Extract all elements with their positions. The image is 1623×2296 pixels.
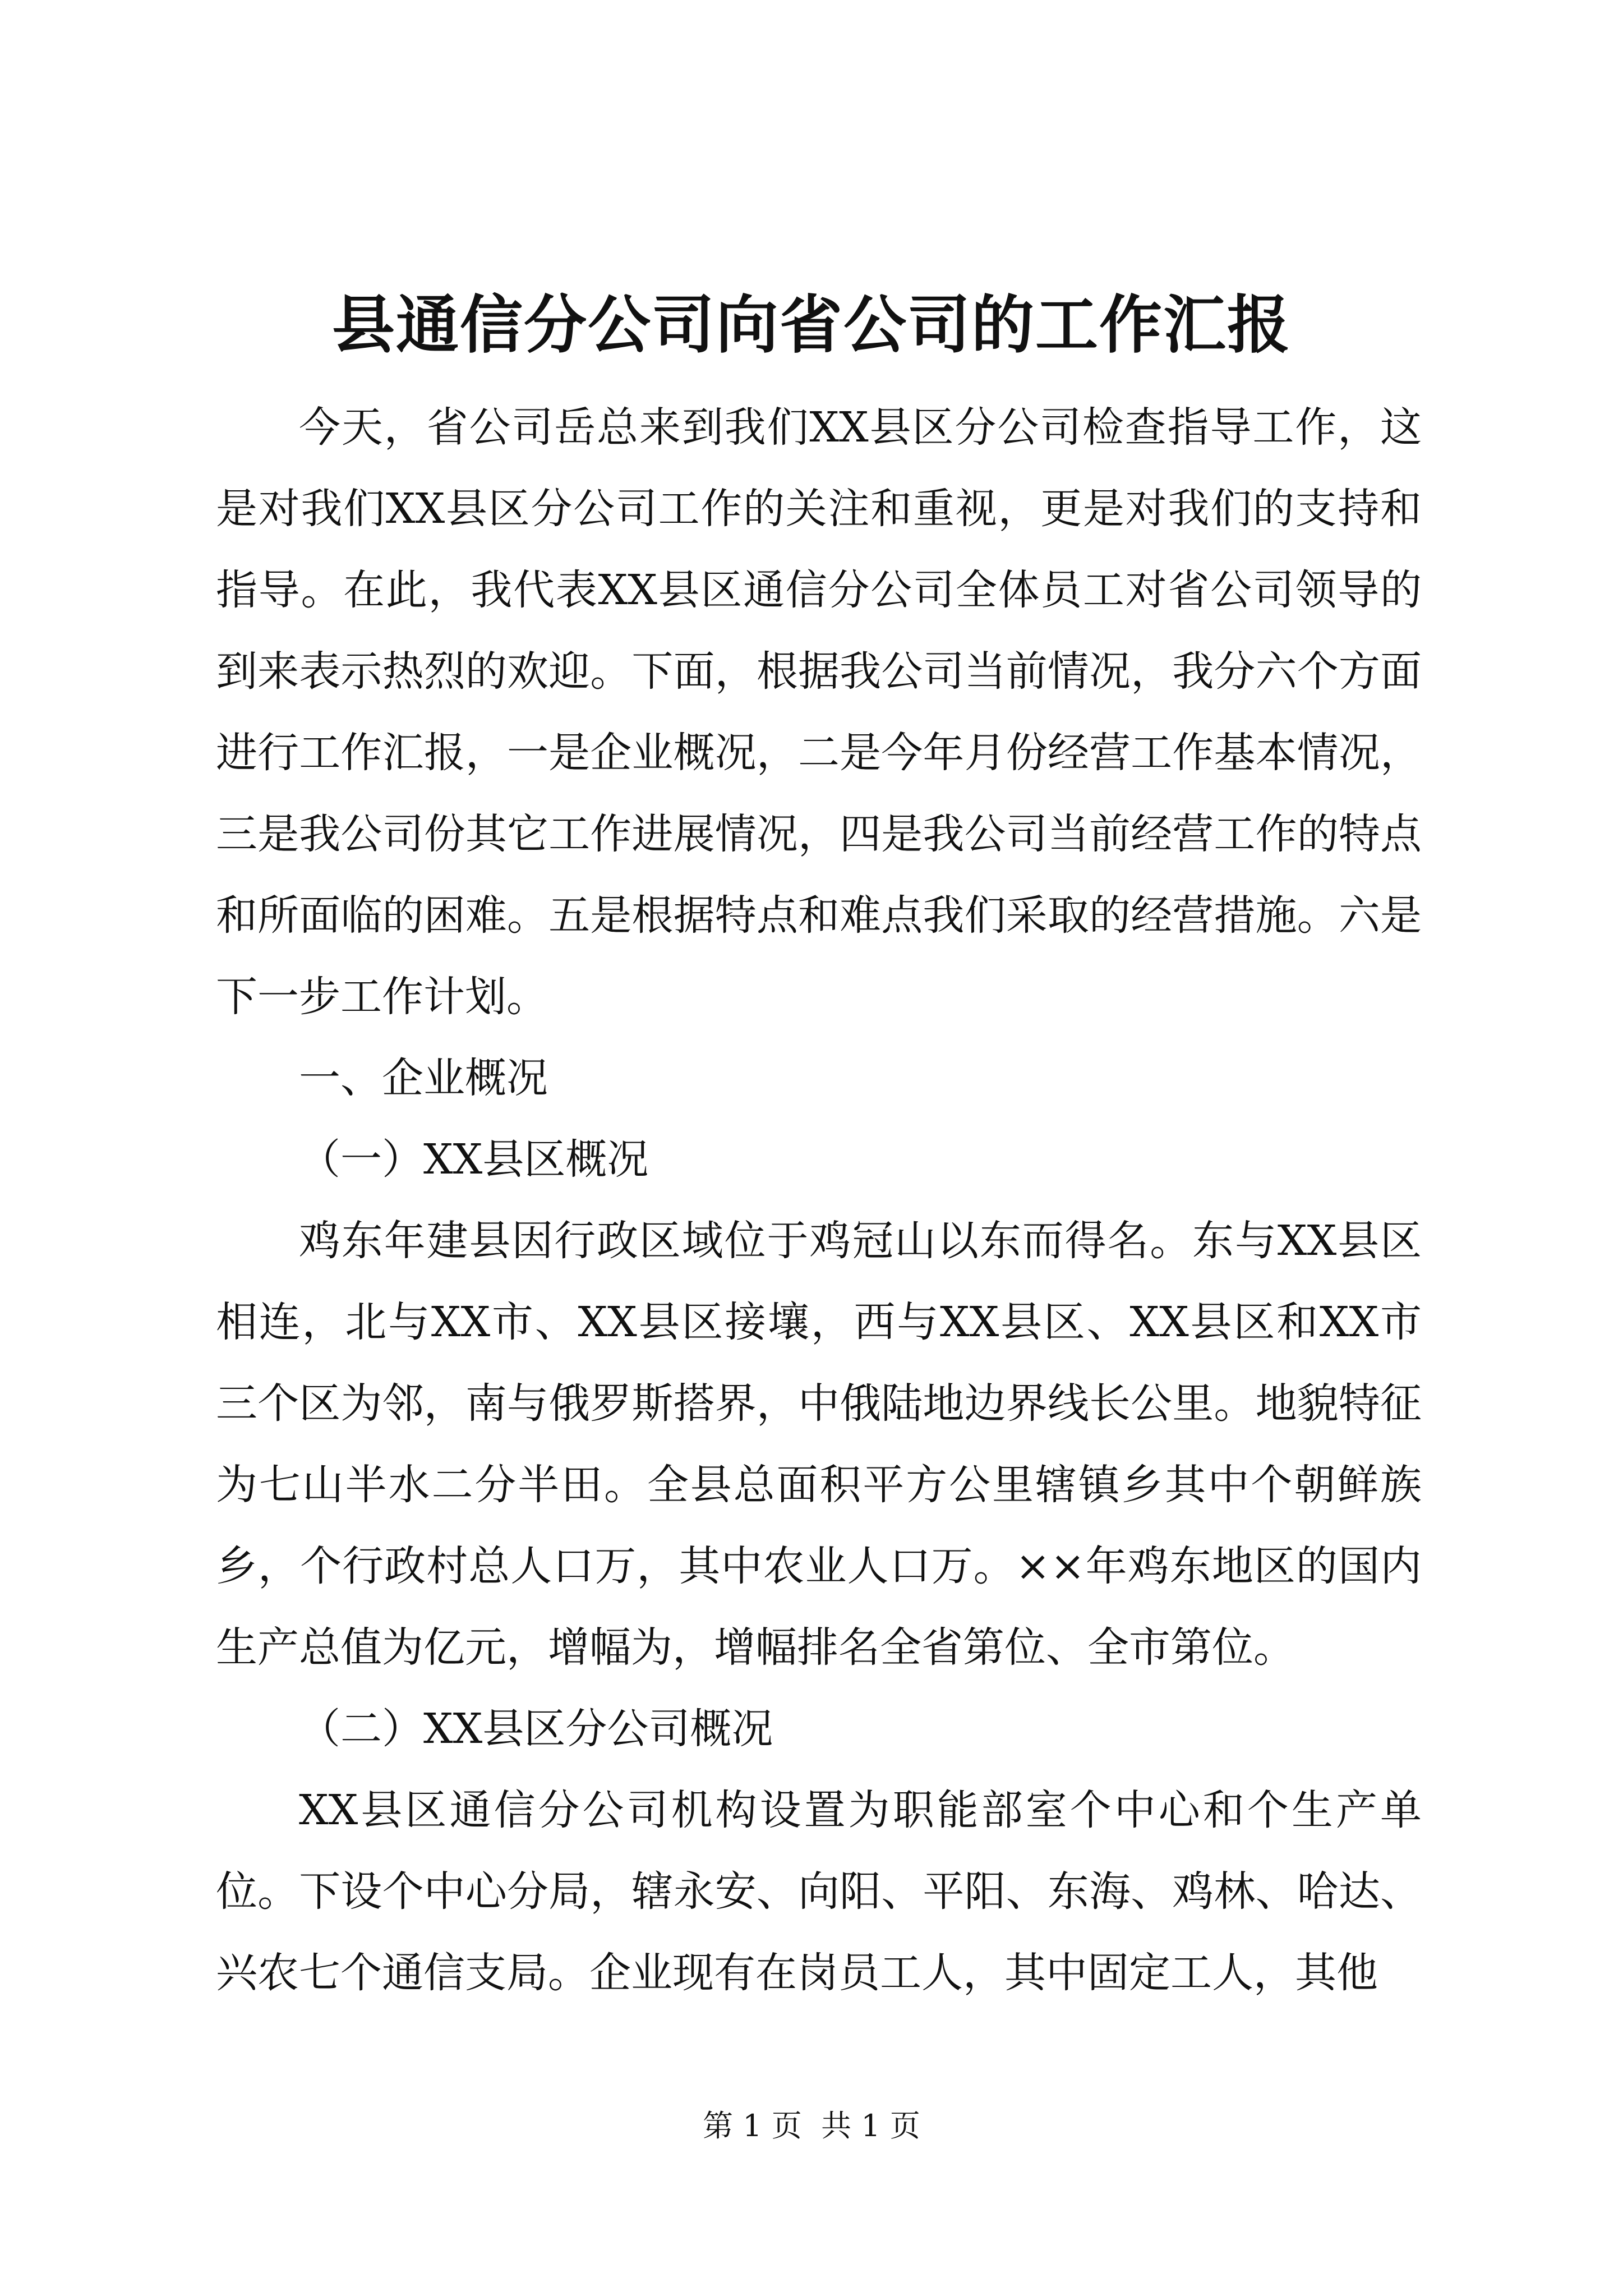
page-footer (0, 2106, 1623, 2146)
county-overview-paragraph: 鸡东年建县因行政区域位于鸡冠山以东而得名。东与XX县区相连，北与XX市、XX县区接壤，西与XX县区、XX县区和XX市三个区为邻，南与俄罗斯搭界，中俄陆地边界线长公里。地貌特征为七山半水二分半田。全县总面积平方公里辖镇乡其中个朝鲜族乡，个行政村总人口万，其中农业人口万。××年鸡东地区的国内生产总值为亿元，增幅为，增幅排名全省第位、全市第位。 (216, 1217, 1422, 1672)
subsection-heading-branch-overview: （二）XX县区分公司概况 (299, 1705, 773, 1753)
branch-overview-paragraph: XX县区通信分公司机构设置为职能部室个中心和个生产单位。下设个中心分局，辖永安、向阳、平阳、东海、鸡林、哈达、兴农七个通信支局。企业现有在岗员工人，其中固定工人，其他 (216, 1786, 1422, 1997)
page-number: 第 1 页 共 1 页 (703, 2108, 920, 2143)
section-heading-enterprise-overview: 一、企业概况 (299, 1054, 548, 1102)
subsection-heading-county-overview: （一）XX县区概况 (299, 1135, 649, 1184)
intro-paragraph: 今天，省公司岳总来到我们XX县区分公司检查指导工作，这是对我们XX县区分公司工作的关注和重视，更是对我们的支持和指导。在此，我代表XX县区通信分公司全体员工对省公司领导的到来表示热烈的欢迎。下面，根据我公司当前情况，我分六个方面进行工作汇报，一是企业概况，二是今年月份经营工作基本情况，三是我公司份其它工作进展情况，四是我公司当前经营工作的特点和所面临的困难。五是根据特点和难点我们采取的经营措施。六是下一步工作计划。 (216, 403, 1422, 1021)
document-title: 县通信分公司向省公司的工作汇报 (332, 288, 1291, 362)
document-body (216, 387, 1422, 2014)
